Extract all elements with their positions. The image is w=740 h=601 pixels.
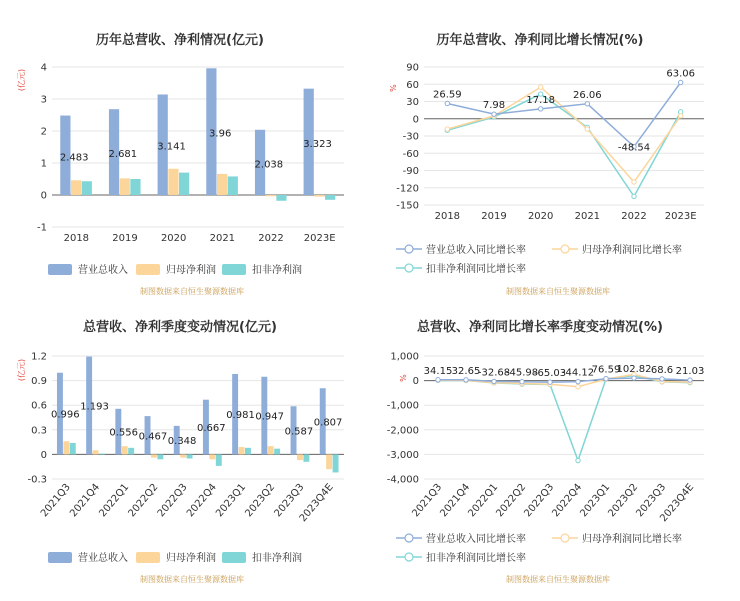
data-label: -48.54 [617, 142, 651, 154]
bar [120, 178, 130, 195]
series-point [492, 379, 496, 383]
x-tick-label: 2022Q2 [126, 481, 161, 520]
legend-marker [561, 534, 569, 542]
series-point [585, 102, 589, 106]
y-tick-label: -3,000 [386, 449, 419, 461]
legend-label: 扣非净利润 [252, 553, 302, 564]
series-line [438, 376, 690, 461]
data-label: 0.807 [313, 417, 343, 429]
legend-swatch [222, 264, 246, 275]
bar [209, 454, 215, 459]
series-line [447, 82, 680, 146]
y-tick-label: -150 [396, 200, 419, 212]
legend-label: 归母净利润同比增长率 [582, 534, 682, 545]
legend-label: 扣非净利润同比增长率 [426, 553, 526, 564]
y-tick-label: -120 [396, 183, 419, 195]
legend-label: 营业总收入 [78, 265, 128, 276]
y-tick-label: 1 [40, 158, 47, 170]
x-tick-label: 2023Q4E [658, 481, 697, 525]
bar [276, 195, 286, 201]
chart-title: 总营收、净利季度变动情况(亿元) [83, 320, 277, 335]
bar [151, 454, 157, 457]
y-tick-label: -60 [402, 148, 419, 160]
x-tick-label: 2023Q1 [214, 481, 249, 520]
bar [274, 449, 280, 455]
series-point [538, 107, 542, 111]
x-tick-label: 2022Q1 [97, 481, 132, 520]
y-tick-label: 3 [40, 94, 47, 106]
data-label: 0.947 [255, 411, 285, 423]
bar [180, 454, 186, 457]
x-tick-label: 2021 [574, 211, 601, 222]
bar [239, 447, 245, 454]
bar [71, 180, 81, 195]
legend-label: 扣非净利润同比增长率 [426, 264, 526, 275]
series-point [576, 379, 580, 383]
bar [168, 169, 178, 195]
c2-chart [389, 32, 704, 296]
y-tick-label: 0 [40, 449, 47, 461]
series-point [678, 114, 682, 118]
y-tick-label: 1,000 [390, 351, 419, 363]
y-axis-label: (亿元) [17, 358, 26, 382]
legend-label: 扣非净利润 [252, 265, 302, 276]
y-tick-label: -90 [402, 166, 419, 177]
data-label: 0.467 [138, 431, 168, 443]
series-point [632, 180, 636, 184]
bar [63, 441, 69, 454]
data-label: 0.996 [50, 409, 80, 421]
y-tick-label: 2 [40, 126, 47, 138]
chart-title: 历年总营收、净利同比增长情况(%) [436, 33, 644, 48]
x-tick-label: 2022Q3 [522, 481, 557, 520]
bar [216, 454, 222, 465]
c4-chart [387, 319, 705, 584]
y-tick-label: 4 [40, 62, 47, 74]
bar [130, 179, 140, 195]
x-tick-label: 2020 [160, 233, 187, 244]
data-label: 2.483 [59, 152, 89, 164]
legend-label: 归母净利润同比增长率 [582, 245, 682, 256]
x-tick-label: 2022 [621, 211, 647, 222]
series-point [660, 377, 664, 381]
data-label: 3.323 [303, 138, 332, 150]
source-note: 制图数据来自恒生聚源数据库 [506, 575, 610, 584]
bar [333, 454, 339, 472]
data-label: 63.06 [666, 68, 695, 80]
legend-marker [561, 245, 569, 253]
data-label: 0.556 [109, 427, 139, 439]
y-tick-label: 0.6 [31, 400, 47, 412]
bar [122, 446, 128, 454]
x-tick-label: 2023Q2 [606, 481, 641, 520]
series-point [520, 380, 524, 384]
x-tick-label: 2021Q4 [438, 481, 473, 520]
x-tick-label: 2021Q3 [410, 481, 445, 520]
data-label: 76.59 [591, 364, 621, 376]
bar [187, 454, 193, 458]
chart-title: 总营收、净利同比增长率季度变动情况(%) [417, 320, 663, 335]
x-tick-label: 2022Q1 [466, 481, 501, 520]
bar [325, 195, 335, 200]
c1-chart [16, 32, 344, 296]
x-tick-label: 2022Q2 [494, 481, 529, 520]
source-note: 制图数据来自恒生聚源数据库 [506, 287, 610, 296]
y-axis-label: % [389, 84, 398, 92]
y-tick-label: -1,000 [386, 400, 419, 412]
data-label: 17.18 [526, 94, 555, 106]
y-axis-label: (亿元) [17, 68, 26, 92]
data-label: 32.65 [451, 365, 481, 377]
y-tick-label: 0.9 [31, 376, 47, 388]
data-label: -45.98 [505, 367, 539, 379]
series-point [585, 127, 589, 131]
y-tick-label: -30 [402, 131, 419, 143]
series-point [632, 194, 636, 198]
bar [326, 454, 332, 469]
bar [70, 443, 76, 454]
x-tick-label: 2021Q3 [38, 481, 73, 520]
series-point [632, 376, 636, 380]
legend-swatch [48, 552, 72, 563]
data-label: -44.12 [561, 367, 595, 379]
data-label: 0.667 [196, 423, 226, 435]
legend-label: 营业总收入同比增长率 [426, 534, 526, 545]
x-tick-label: 2023Q3 [634, 481, 669, 520]
source-note: 制图数据来自恒生聚源数据库 [140, 287, 244, 296]
y-tick-label: -1 [37, 222, 47, 234]
x-tick-label: 2020 [527, 211, 554, 222]
x-tick-label: 2022Q3 [155, 481, 190, 520]
y-tick-label: 60 [406, 79, 419, 91]
data-label: 21.03 [675, 366, 705, 378]
x-tick-label: 2023Q1 [578, 481, 613, 520]
bar [157, 454, 163, 459]
bar [179, 173, 189, 195]
bar [268, 446, 274, 454]
data-label: 102.82 [616, 364, 652, 376]
x-tick-label: 2021 [209, 233, 236, 244]
x-tick-label: 2022Q4 [550, 481, 585, 520]
x-tick-label: 2019 [112, 233, 138, 244]
data-label: 68.6 [650, 364, 674, 376]
data-label: 0.981 [226, 410, 255, 422]
x-tick-label: 2023Q4E [297, 481, 336, 525]
data-label: 3.141 [157, 141, 186, 153]
data-label: 26.59 [433, 89, 462, 101]
series-point [576, 385, 580, 389]
chart-title: 历年总营收、净利情况(亿元) [96, 33, 264, 48]
y-axis-label: % [399, 374, 408, 382]
data-label: 1.193 [80, 401, 109, 413]
series-point [445, 101, 449, 105]
series-point [464, 378, 468, 382]
series-point [688, 378, 692, 382]
data-label: 26.06 [573, 89, 602, 101]
series-point [492, 112, 496, 116]
data-label: 2.038 [254, 159, 284, 171]
bar [82, 181, 92, 195]
bar [228, 176, 238, 195]
legend-label: 营业总收入 [78, 553, 128, 564]
y-tick-label: 30 [406, 97, 419, 108]
x-tick-label: 2022 [258, 233, 284, 244]
data-label: -65.03 [533, 368, 567, 380]
bar [314, 195, 324, 197]
legend-marker [405, 245, 413, 253]
legend-marker [405, 553, 413, 561]
bar [217, 174, 227, 195]
legend-swatch [136, 264, 160, 275]
y-tick-label: 0 [412, 114, 419, 126]
bar [297, 454, 303, 460]
x-tick-label: 2019 [481, 211, 507, 222]
bar [128, 448, 134, 455]
data-label: 34.15 [423, 365, 453, 377]
x-tick-label: 2021Q4 [68, 481, 103, 520]
series-point [576, 458, 580, 462]
series-point [548, 380, 552, 384]
y-tick-label: -0.3 [27, 474, 47, 486]
data-label: 3.96 [209, 128, 232, 140]
legend-swatch [222, 552, 246, 563]
legend-marker [405, 264, 413, 272]
c3-chart [16, 319, 344, 584]
x-tick-label: 2018 [434, 211, 461, 222]
x-tick-label: 2018 [63, 233, 90, 244]
x-tick-label: 2022Q4 [184, 481, 219, 520]
y-tick-label: 0 [412, 376, 419, 388]
legend-marker [405, 534, 413, 542]
x-tick-label: 2023Q3 [272, 481, 307, 520]
bar [266, 195, 276, 196]
y-tick-label: 90 [406, 62, 419, 74]
bar [99, 454, 105, 455]
x-tick-label: 2023E [664, 211, 697, 222]
data-label: 0.587 [284, 426, 314, 438]
legend-label: 归母净利润 [166, 265, 216, 276]
data-label: 7.98 [482, 100, 506, 112]
bar [245, 448, 251, 455]
y-tick-label: 1.2 [31, 351, 47, 363]
data-label: 2.681 [108, 149, 138, 161]
legend-label: 营业总收入同比增长率 [426, 245, 526, 256]
x-tick-label: 2023E [303, 233, 336, 244]
y-tick-label: -2,000 [386, 425, 419, 437]
series-point [604, 377, 608, 381]
x-tick-label: 2023Q2 [243, 481, 278, 520]
series-point [678, 80, 682, 84]
y-tick-label: 0.3 [31, 425, 47, 437]
y-tick-label: -4,000 [386, 474, 419, 486]
source-note: 制图数据来自恒生聚源数据库 [140, 575, 244, 584]
series-point [436, 378, 440, 382]
series-point [445, 127, 449, 131]
legend-swatch [136, 552, 160, 563]
bar [303, 454, 309, 461]
data-label: 0.348 [167, 436, 197, 448]
data-label: -32.68 [477, 367, 511, 379]
bar [93, 450, 99, 454]
series-point [538, 85, 542, 89]
legend-label: 归母净利润 [166, 553, 216, 564]
y-tick-label: 0 [40, 190, 47, 202]
legend-swatch [48, 264, 72, 275]
